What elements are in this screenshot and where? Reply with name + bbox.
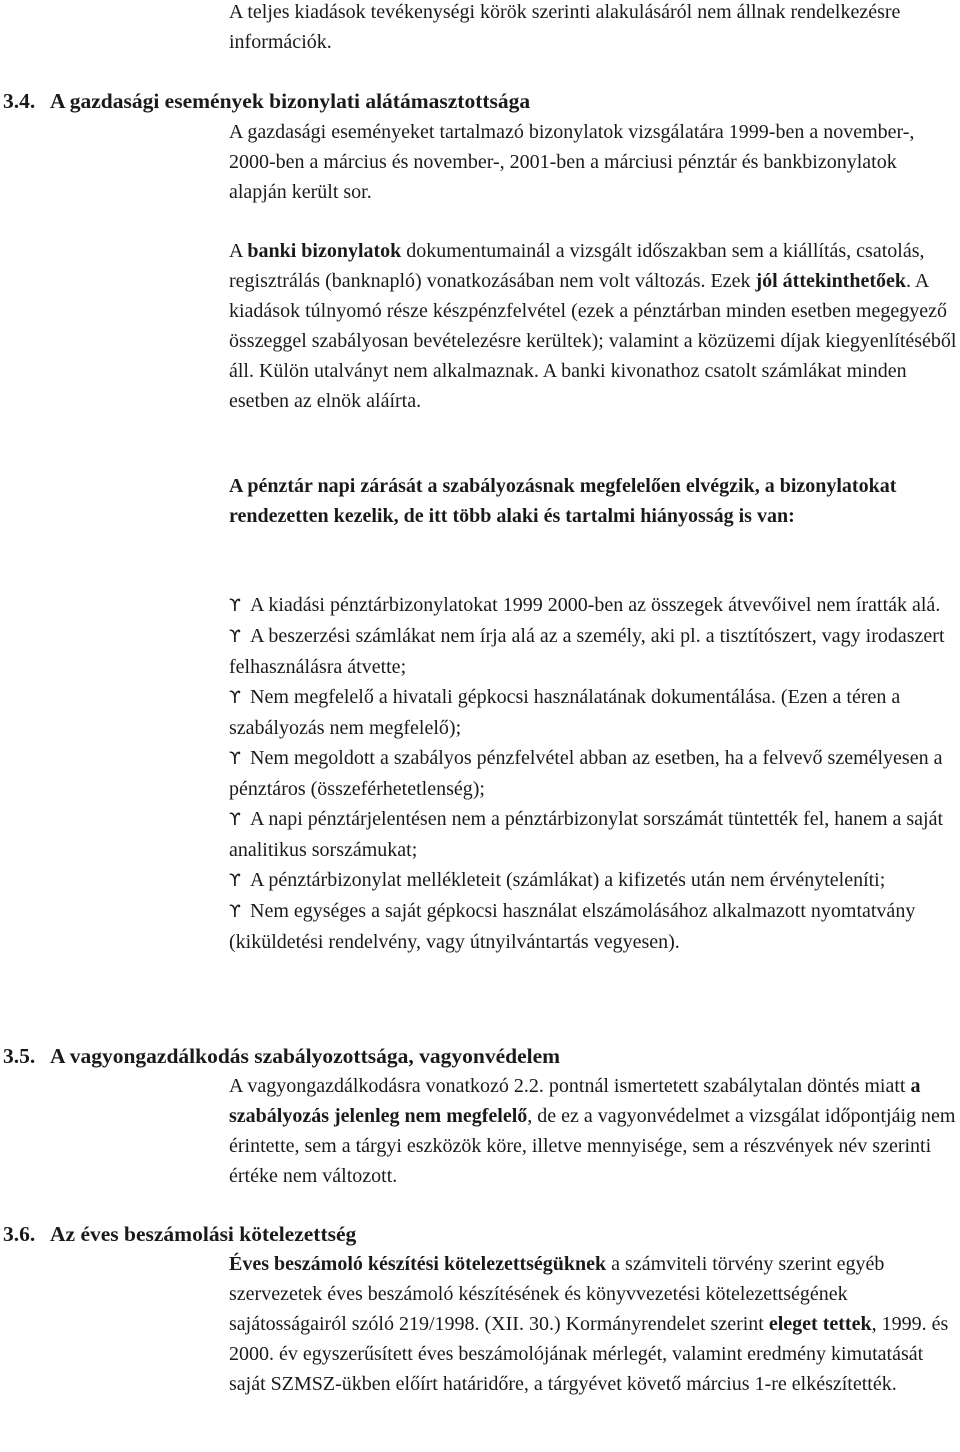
list-item-text: A napi pénztárjelentésen nem a pénztárbizonylat sorszámát tüntették fel, hanem a saját analitikus sorszámukat; <box>229 808 944 861</box>
section-3-6-heading <box>3 1219 356 1249</box>
list-item-text: A beszerzési számlákat nem írja alá az a személy, aki pl. a tisztítószert, vagy irodaszert felhasználásra átvette; <box>229 625 945 678</box>
bullet-icon: ϒ <box>229 627 241 647</box>
list-item <box>229 743 957 804</box>
emphasis-eleget-tettek: eleget tettek <box>768 1313 872 1335</box>
section-3-5-heading <box>3 1041 560 1071</box>
s35-paragraph <box>229 1071 957 1191</box>
list-item-text: A kiadási pénztárbizonylatokat 1999 2000-ben az összegek átvevőivel nem íratták alá. <box>250 594 941 616</box>
bullet-icon: ϒ <box>229 871 241 891</box>
text-run: A <box>229 240 248 262</box>
s34-paragraph-3: A pénztár napi zárását a szabályozásnak megfelelően elvégzik, a bizonylatokat rendezetten kezelik, de itt több alaki és tartalmi hiányosság is van: <box>229 475 897 527</box>
list-item <box>229 621 957 682</box>
bullet-icon: ϒ <box>229 749 241 769</box>
list-item-text: A pénztárbizonylat mellékleteit (számlákat) a kifizetés után nem érvényteleníti; <box>250 869 886 891</box>
s36-paragraph <box>229 1249 957 1399</box>
list-item-text: Nem egységes a saját gépkocsi használat elszámolásához alkalmazott nyomtatvány (kiküldetési rendelvény, vagy útnyilvántartás vegyesen). <box>229 900 916 953</box>
text-run: dokumentumainál a vizsgált időszakban sem a kiállítás, csatolás, regisztrálás (banknapló) vonatkozásában nem volt változás. Ezek <box>229 240 925 292</box>
section-title: A gazdasági események bizonylati alátámasztottsága <box>50 89 531 113</box>
emphasis-attekintheto: jól áttekinthetőek <box>755 270 907 292</box>
section-number: 3.6. <box>3 1222 36 1246</box>
bullet-icon: ϒ <box>229 596 241 616</box>
section-3-4-heading <box>3 86 530 116</box>
list-item <box>229 590 957 621</box>
section-title: Az éves beszámolási kötelezettség <box>50 1222 357 1246</box>
section-number: 3.4. <box>3 89 36 113</box>
text-run: . A kiadások túlnyomó része készpénzfelvétel (ezek a pénztárban minden esetben megegyező összeggel szabályosan bevételezésre kerültek); valamint a közüzemi díjak kiegyenlítéséből áll. Külön utalványt nem alkalmaznak. A banki kivonathoz csatolt számlákat minden esetben az elnök aláírta. <box>229 270 957 412</box>
emphasis-banki-bizonylatok: banki bizonylatok <box>247 240 402 262</box>
bullet-icon: ϒ <box>229 810 241 830</box>
s34-paragraph-2 <box>229 236 957 416</box>
list-item <box>229 865 957 896</box>
emphasis-beszamolo: Éves beszámoló készítési kötelezettségüknek <box>229 1253 607 1275</box>
list-item-text: Nem megoldott a szabályos pénzfelvétel abban az esetben, ha a felvevő személyesen a pénztáros (összeférhetetlenség); <box>229 747 943 800</box>
bullet-icon: ϒ <box>229 688 241 708</box>
list-item <box>229 682 957 743</box>
text-run: , 1999. és 2000. év egyszerűsített éves beszámolójának mérlegét, valamint eredmény kimutatását saját SZMSZ-ükben előírt határidőre, a tárgyévet követő március 1-re elkészítették. <box>229 1313 949 1395</box>
deficiency-list <box>229 590 957 957</box>
list-item-text: Nem megfelelő a hivatali gépkocsi használatának dokumentálása. (Ezen a téren a szabályozás nem megfelelő); <box>229 686 901 739</box>
list-item <box>229 804 957 865</box>
text-run: a számviteli törvény szerint egyéb szervezetek éves beszámoló készítésének és könyvvezetési kötelezettségének sajátosságairól szóló 219/1998. (XII. 30.) Kormányrendelet szerint <box>229 1253 885 1335</box>
s34-paragraph-1: A gazdasági eseményeket tartalmazó bizonylatok vizsgálatára 1999-ben a november-, 2000-ben a március és november-, 2001-ben a márciusi pénztár és bankbizonylatok alapján került sor. <box>229 121 915 203</box>
text-run: A vagyongazdálkodásra vonatkozó 2.2. pontnál ismertetett szabálytalan döntés miatt <box>229 1075 911 1097</box>
section-number: 3.5. <box>3 1044 36 1068</box>
section-title: A vagyongazdálkodás szabályozottsága, vagyonvédelem <box>50 1044 561 1068</box>
bullet-icon: ϒ <box>229 902 241 922</box>
text-run: , de ez a vagyonvédelmet a vizsgálat időpontjáig nem érintette, sem a tárgyi eszközök köre, illetve mennyisége, sem a részvények név szerinti értéke nem változott. <box>229 1105 956 1187</box>
intro-paragraph: A teljes kiadások tevékenységi körök szerinti alakulásáról nem állnak rendelkezésre információk. <box>229 1 901 53</box>
list-item <box>229 896 957 957</box>
emphasis-szabalyozas: a szabályozás jelenleg nem megfelelő <box>229 1075 921 1127</box>
